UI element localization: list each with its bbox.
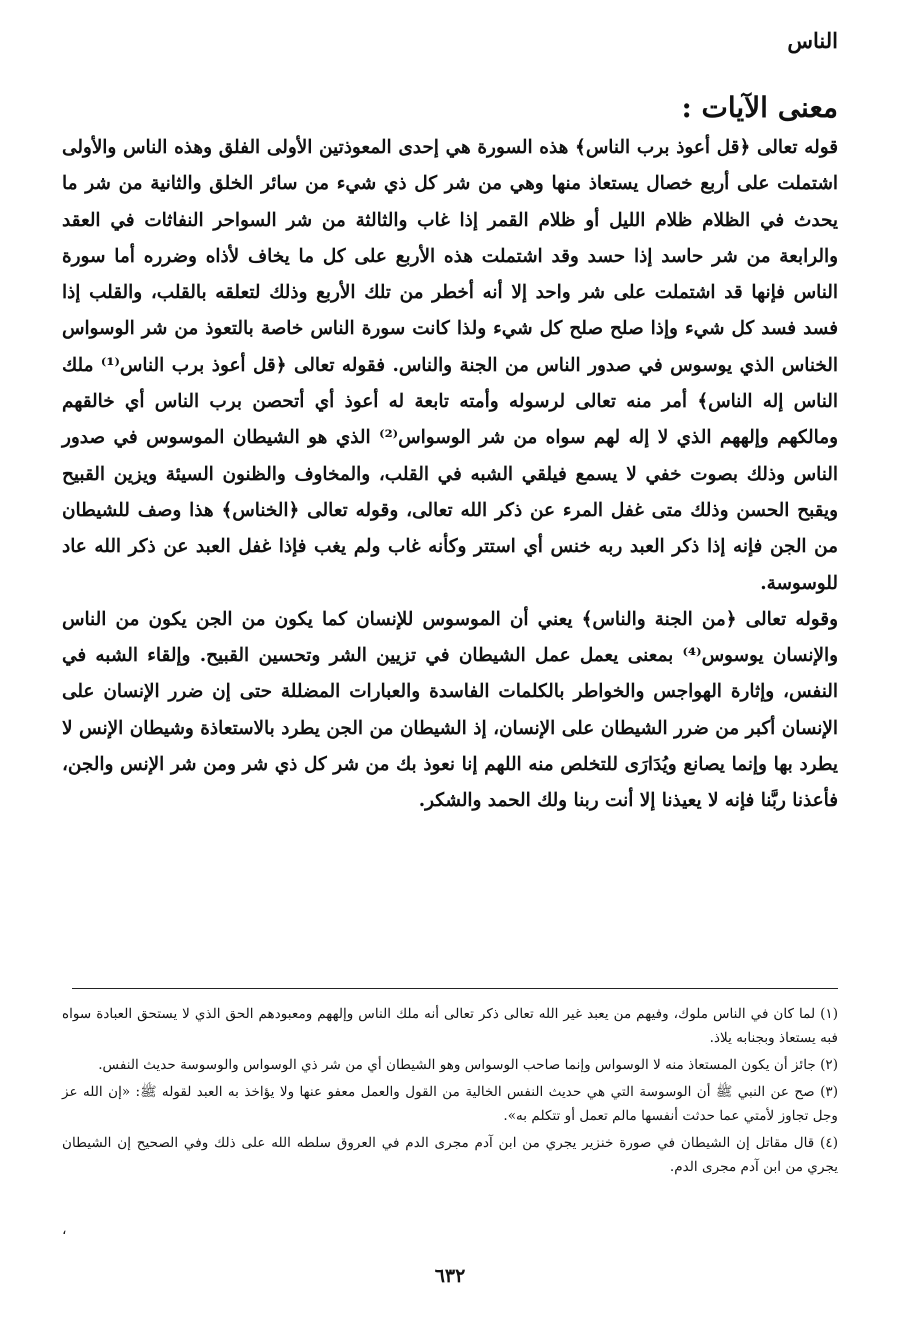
footnote-1: (١) لما كان في الناس ملوك، وفيهم من يعبد غير الله تعالى ذكر تعالى أنه ملك الناس وإلههم ومعبودهم الحق الذي لا يستحق العبادة سواه فبه يستعاذ وبجنابه يلاذ. bbox=[62, 1006, 838, 1046]
section-heading: معنى الآيات : bbox=[681, 91, 838, 124]
footnote-4: (٤) قال مقاتل إن الشيطان في صورة خنزير يجري من ابن آدم مجرى الدم في العروق سلطه الله على ذلك وفي الصحيح إن الشيطان يجري من ابن آدم مجرى الدم. bbox=[62, 1135, 838, 1175]
running-header-surah-name: الناس bbox=[787, 28, 838, 53]
page-number: ٦٣٢ bbox=[434, 1265, 466, 1287]
stray-mark: ، bbox=[62, 1222, 67, 1238]
main-text bbox=[62, 130, 838, 820]
footnote-3: (٣) صح عن النبي ﷺ أن الوسوسة التي هي حديث النفس الخالية من القول والعمل معفو عنها ولا يؤاخذ به العبد لقوله ﷺ: «إن الله عز وجل تجاوز لأمتي عما حدثت أنفسها مالم تعمل أو تتكلم به». bbox=[62, 1084, 838, 1124]
footnotes-section bbox=[62, 1002, 838, 1182]
book-page bbox=[62, 14, 838, 1304]
body-paragraph-2: وقوله تعالى ﴿من الجنة والناس﴾ يعني أن الموسوس للإنسان كما يكون من الجن يكون من الناس والإنسان يوسوس⁽⁴⁾ بمعنى يعمل عمل الشيطان في تزيين الشر وتحسين القبيح. وإلقاء الشبه في النفس، وإثارة الهواجس والخواطر بالكلمات الفاسدة والعبارات المضللة حتى إن ضرر الإنسان على الإنسان أكبر من ضرر الشيطان على الإنسان، إذ الشيطان من الجن يطرد بالاستعاذة وشيطان الإنس لا يطرد بها وإنما يصانع ويُدَارَى للتخلص منه اللهم إنا نعوذ بك من شر كل ذي شر ومن شر الإنس والجن، فأعذنا ربَّنا فإنه لا يعيذنا إلا أنت ربنا ولك الحمد والشكر. bbox=[62, 608, 838, 812]
footnote-divider bbox=[72, 988, 838, 989]
body-paragraph-1: قوله تعالى ﴿قل أعوذ برب الناس﴾ هذه السورة هي إحدى المعوذتين الأولى الفلق وهذه الناس والأولى اشتملت على أربع خصال يستعاذ منها وهي من شر كل ذي شيء من سائر الخلق والثانية من شر ما يحدث في الظلام ظلام الليل أو ظلام القمر إذا غاب والثالثة من شر السواحر النفاثات في العقد والرابعة من شر حاسد إذا حسد وقد اشتملت هذه الأربع على كل ما يخاف لأذاه وضرره أما سورة الناس فإنها قد اشتملت على شر واحد إلا أنه أخطر من تلك الأربع وذلك لتعلقه بالقلب، والقلب إذا فسد فسد كل شيء وإذا صلح صلح كل شيء ولذا كانت سورة الناس خاصة بالتعوذ من شر الوسواس الخناس الذي يوسوس في صدور الناس من الجنة والناس. فقوله تعالى ﴿قل أعوذ برب الناس⁽¹⁾ ملك الناس إله الناس﴾ أمر منه تعالى لرسوله وأمته تابعة له أعوذ أي أتحصن برب الناس أي خالقهم ومالكهم وإلههم الذي لا إله لهم سواه من شر الوسواس⁽²⁾ الذي هو الشيطان الموسوس في صدور الناس وذلك بصوت خفي لا يسمع فيلقي الشبه في القلب، والمخاوف والظنون السيئة ويزين القبيح ويقبح الحسن وذلك متى غفل المرء عن ذكر الله تعالى، وقوله تعالى ﴿الخناس﴾ هذا وصف للشيطان من الجن فإنه إذا ذكر العبد ربه خنس أي استتر وكأنه غاب ولم يغب فإذا غفل العبد عن ذكر الله عاد للوسوسة. bbox=[62, 137, 839, 594]
footnote-2: (٢) جائز أن يكون المستعاذ منه لا الوسواس وإنما صاحب الوسواس وهو الشيطان أي من شر ذي الوسواس والوسوسة حديث النفس. bbox=[98, 1057, 838, 1073]
